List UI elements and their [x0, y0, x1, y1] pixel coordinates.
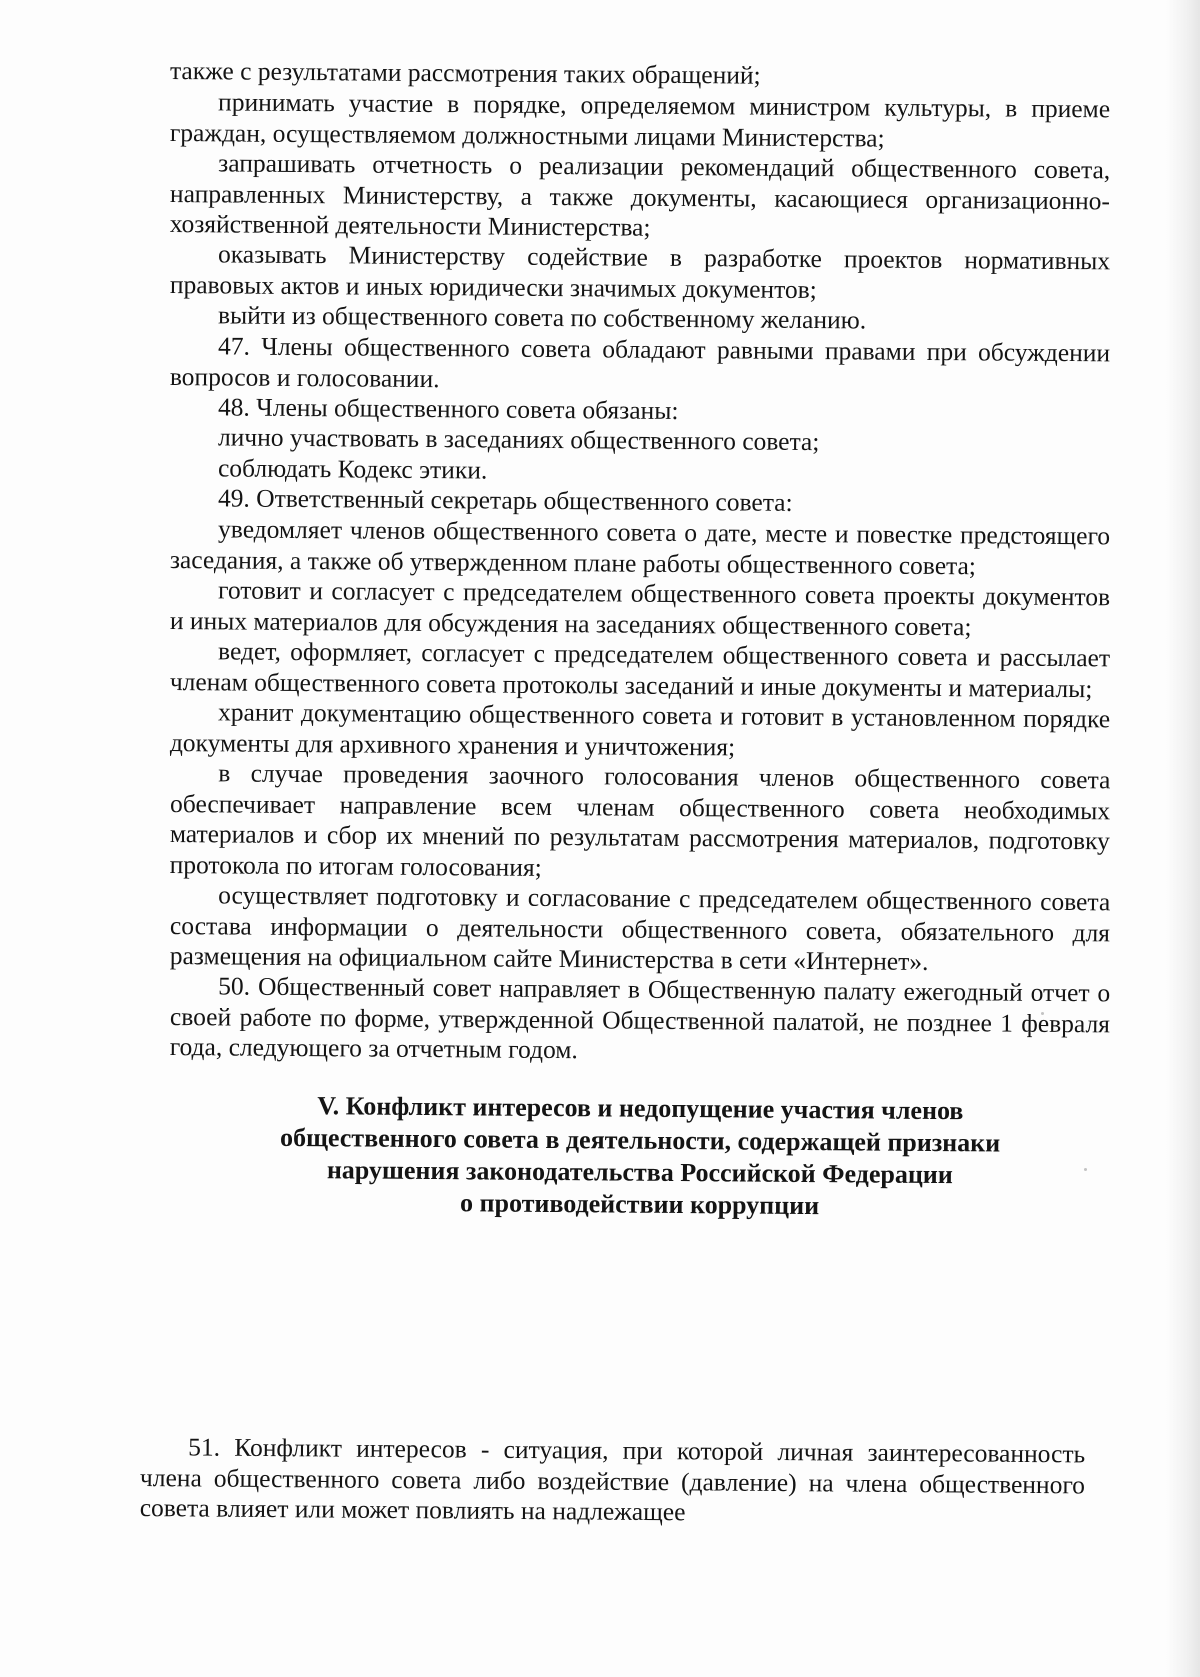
paragraph: осуществляет подготовку и согласование с председателем общественного совета состава информации о деятельности общественного совета, обязательного для размещения на официальном сайте Министерства в сети «Интернет». — [169, 879, 1111, 976]
scan-edge-shadow — [1166, 0, 1200, 1677]
paragraph: соблюдать Кодекс этики. — [217, 452, 488, 484]
document-body-continued — [139, 1432, 1086, 1527]
paragraph: также с результатами рассмотрения таких обращений; — [169, 56, 761, 90]
paragraph: запрашивать отчетность о реализации рекомендаций общественного совета, направленных Министерству, а также документы, касающиеся организационно-хозяйственной деятельности Министерства; — [169, 147, 1111, 242]
paragraph: ведет, оформляет, согласует с председателем общественного совета и рассылает членам общественного совета протоколы заседаний и иные документы и материалы; — [169, 635, 1111, 703]
paragraph: 50. Общественный совет направляет в Общественную палату ежегодный отчет о своей работе по форме, утвержденной Общественной палатой, не позднее 1 февраля года, следующего за отчетным годом. — [169, 971, 1111, 1065]
document-body — [170, 56, 1110, 1243]
paragraph: оказывать Министерству содействие в разработке проектов нормативных правовых актов и иных юридически значимых документов; — [169, 239, 1111, 304]
paragraph: хранит документацию общественного совета и готовит в установленном порядке документы для архивного хранения и уничтожения; — [169, 696, 1111, 761]
paragraph: принимать участие в порядке, определяемом министром культуры, в приеме граждан, осуществляемом должностными лицами Министерства; — [169, 86, 1111, 152]
paragraph: 47. Члены общественного совета обладают равными правами при обсуждении вопросов и голосовании. — [169, 330, 1111, 393]
paragraph: в случае проведения заочного голосования членов общественного совета обеспечивает направление всем членам общественного совета необходимых материалов и сбор их мнений по результатам рассмотрения материалов, подготовку протокола по итогам голосования; — [169, 757, 1111, 881]
paragraph: готовит и согласует с председателем общественного совета проекты документов и иных материалов для обсуждения на заседаниях общественного совета; — [169, 574, 1111, 641]
section-heading-line: нарушения законодательства Российской Федерации — [326, 1154, 953, 1189]
paragraph: уведомляет членов общественного совета о дате, месте и повестке предстоящего заседания, а также об утвержденном плане работы общественного совета; — [169, 513, 1111, 580]
section-heading-line: V. Конфликт интересов и недопущение участия членов — [317, 1090, 964, 1125]
paragraph: 49. Ответственный секретарь общественного совета: — [217, 483, 793, 517]
section-heading-line: о противодействии коррупции — [459, 1187, 820, 1220]
section-heading — [169, 1089, 1110, 1224]
paragraph: выйти из общественного совета по собственному желанию. — [217, 300, 867, 335]
paragraph: лично участвовать в заседаниях общественного совета; — [217, 422, 820, 457]
section-heading-line: общественного совета в деятельности, содержащей признаки — [279, 1122, 1001, 1158]
paragraph: 48. Члены общественного совета обязаны: — [217, 391, 679, 425]
paragraph: 51. Конфликт интересов - ситуация, при которой личная заинтересованность члена общественного совета либо воздействие (давление) на члена общественного совета влияет или может повлиять на надлежащее — [139, 1432, 1086, 1527]
